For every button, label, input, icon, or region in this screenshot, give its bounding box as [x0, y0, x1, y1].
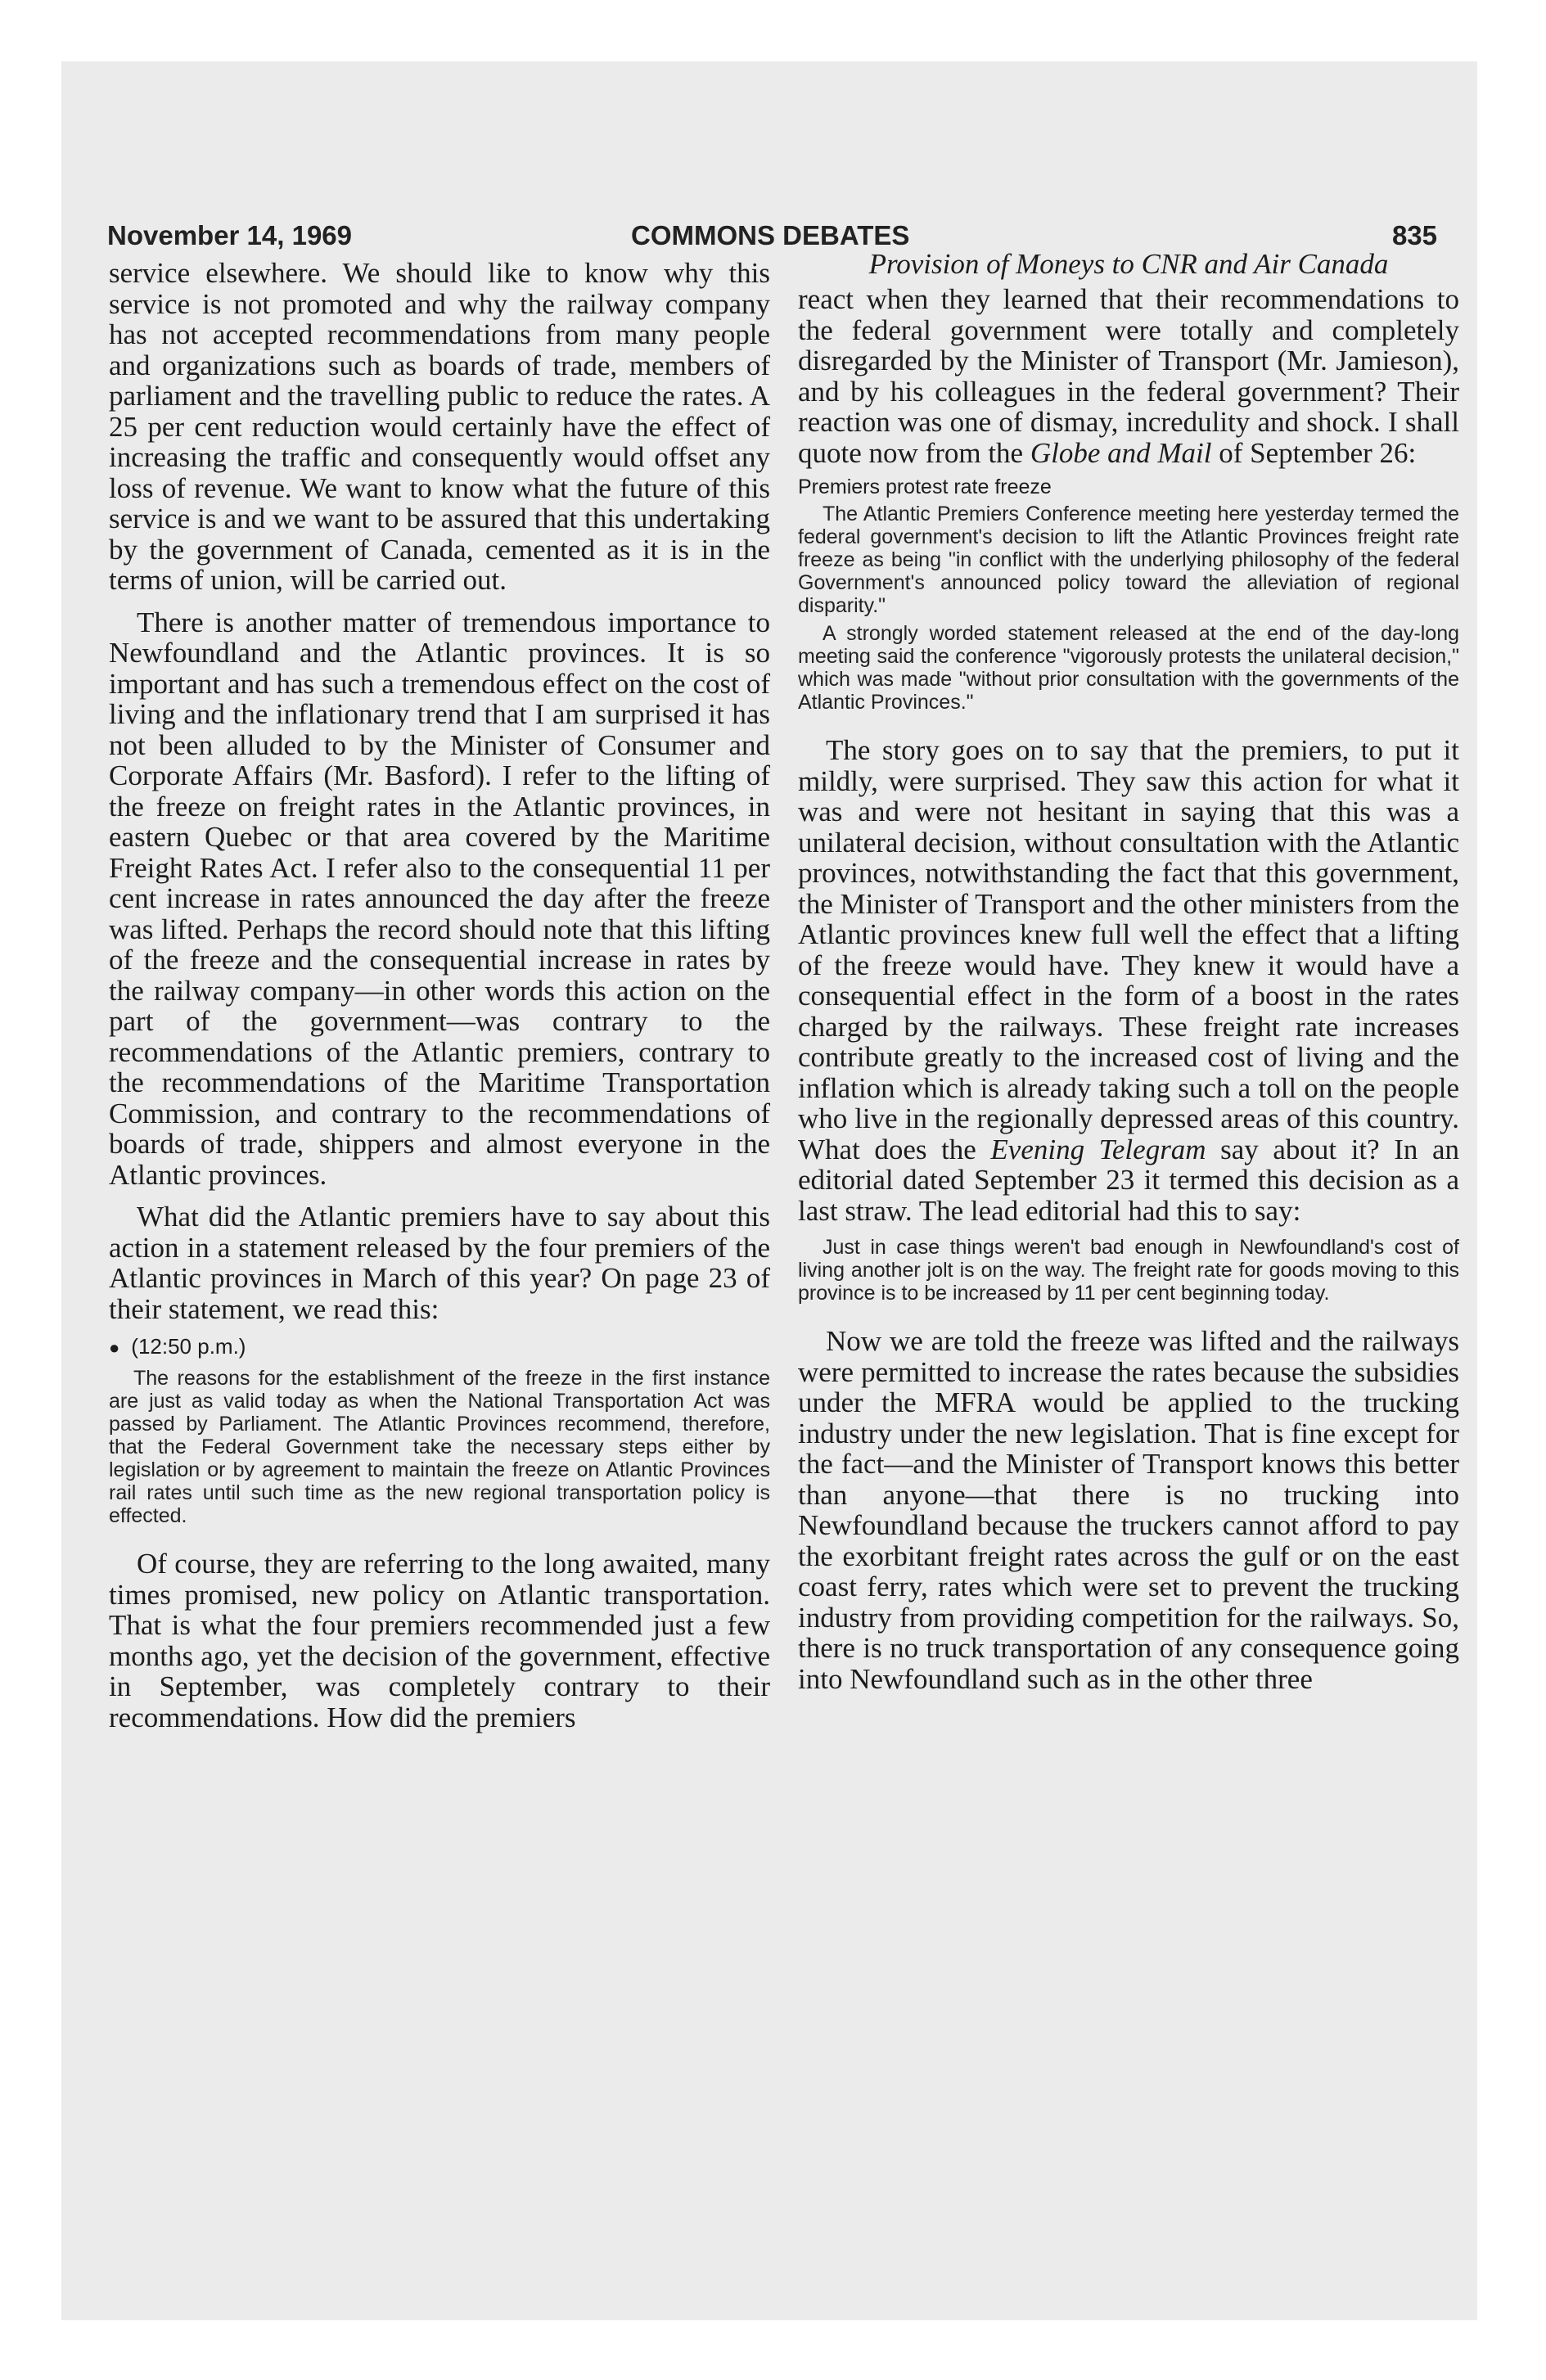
header-date: November 14, 1969: [107, 220, 353, 250]
newspaper-title-telegram: Evening Telegram: [990, 1133, 1206, 1165]
bullet-icon: ●: [109, 1337, 120, 1358]
right-paragraph-2-text-a: The story goes on to say that the premiers, to put it mildly, were surprised. They saw this action for what it was and were not hesitant in saying that this was a unilateral decision, without consultation with the Atlantic provinces, notwithstanding the fact that this government, the Minister of Transport and the other ministers from the Atlantic provinces knew full well the effect that a lifting of the freeze would have. They knew it would have a consequential effect in the form of a boost in the rates charged by the railways. These freight rate increases contribute greatly to the increased cost of living and the inflation which is already taking such a toll on the people who live in the regionally depressed areas of this country. What does the: [798, 734, 1459, 1165]
right-quote-1: The Atlantic Premiers Conference meeting here yesterday termed the federal government's decision to lift the Atlantic Provinces freight rate freeze as being "in conflict with the underlying philosophy of the federal Government's announced policy toward the alleviation of regional disparity.": [798, 503, 1459, 617]
right-paragraph-3: Now we are told the freeze was lifted and the railways were permitted to increase the rates because the subsidies under the MFRA would be applied to the trucking industry under the new legislation. That is fine except for the fact—and the Minister of Transport knows this better than anyone—that there is no trucking into Newfoundland because the truckers cannot afford to pay the exorbitant freight rates across the gulf or on the east coast ferry, rates which were set to prevent the trucking industry from providing competition for the railways. So, there is no truck transportation of any consequence going into Newfoundland such as in the other three: [798, 1325, 1459, 1695]
right-paragraph-2-text-b: say about it? In an editorial dated September 23 it termed this decision as a last straw. The lead editorial had this to say:: [798, 1133, 1459, 1227]
scanned-page: [61, 61, 1477, 2320]
right-quote-2: A strongly worded statement released at the end of the day-long meeting said the conference "vigorously protests the unilateral decision," which was made "without prior consultation with the governments of the Atlantic Provinces.": [798, 622, 1459, 714]
left-paragraph-3: What did the Atlantic premiers have to say about this action in a statement released by the four premiers of the Atlantic provinces in March of this year? On page 23 of their statement, we read this:: [109, 1201, 770, 1325]
left-quote-block: The reasons for the establishment of the freeze in the first instance are just as valid today as when the National Transportation Act was passed by Parliament. The Atlantic Provinces recommend, therefore, that the Federal Government take the necessary steps either by legislation or by agreement to maintain the freeze on Atlantic Provinces rail rates until such time as the new regional transportation policy is effected.: [109, 1367, 770, 1527]
right-column: [798, 248, 1459, 1694]
left-column: [109, 258, 770, 1733]
right-paragraph-1-text-a: react when they learned that their recommendations to the federal government were totally and completely disregarded by the Minister of Transport (Mr. Jamieson), and by his colleagues in the federal government? Their reaction was one of dismay, incredulity and shock. I shall quote now from the: [798, 283, 1459, 469]
time-marker: [109, 1334, 770, 1360]
left-paragraph-1: service elsewhere. We should like to know why this service is not promoted and why the railway company has not accepted recommendations from many people and organizations such as boards of trade, members of parliament and the travelling public to reduce the rates. A 25 per cent reduction would certainly have the effect of increasing the traffic and consequently would offset any loss of revenue. We want to know what the future of this service is and we want to be assured that this undertaking by the government of Canada, cemented as it is in the terms of union, will be carried out.: [109, 257, 770, 596]
newspaper-title-globe: Globe and Mail: [1030, 436, 1212, 469]
right-paragraph-1: [798, 284, 1459, 468]
news-headline: Premiers protest rate freeze: [798, 476, 1052, 498]
left-paragraph-4: Of course, they are referring to the long awaited, many times promised, new policy on Atlantic transportation. That is what the four premiers recommended just a few months ago, yet the decision of the government, effective in September, was completely contrary to their recommendations. How did the premiers: [109, 1548, 770, 1733]
time-marker-text: (12:50 p.m.): [131, 1334, 246, 1359]
running-title: Provision of Moneys to CNR and Air Canada: [868, 248, 1389, 280]
right-paragraph-2: [798, 735, 1459, 1226]
right-paragraph-1-text-b: of September 26:: [1211, 436, 1417, 469]
header-title: COMMONS DEBATES: [631, 220, 910, 250]
header-page-number: 835: [1391, 220, 1437, 250]
right-quote-3: Just in case things weren't bad enough in Newfoundland's cost of living another jolt is on the way. The freight rate for goods moving to this province is to be increased by 11 per cent beginning today.: [798, 1236, 1459, 1305]
left-paragraph-2: There is another matter of tremendous importance to Newfoundland and the Atlantic provinces. It is so important and has such a tremendous effect on the cost of living and the inflationary trend that I am surprised it has not been alluded to by the Minister of Consumer and Corporate Affairs (Mr. Basford). I refer to the lifting of the freeze on freight rates in the Atlantic provinces, in eastern Quebec or that area covered by the Maritime Freight Rates Act. I refer also to the consequential 11 per cent increase in rates announced the day after the freeze was lifted. Perhaps the record should note that this lifting of the freeze and the consequential increase in rates by the railway company—in other words this action on the part of the government—was contrary to the recommendations of the Atlantic premiers, contrary to the recommendations of the Maritime Transportation Commission, and contrary to the recommendations of boards of trade, shippers and almost everyone in the Atlantic provinces.: [109, 606, 770, 1191]
